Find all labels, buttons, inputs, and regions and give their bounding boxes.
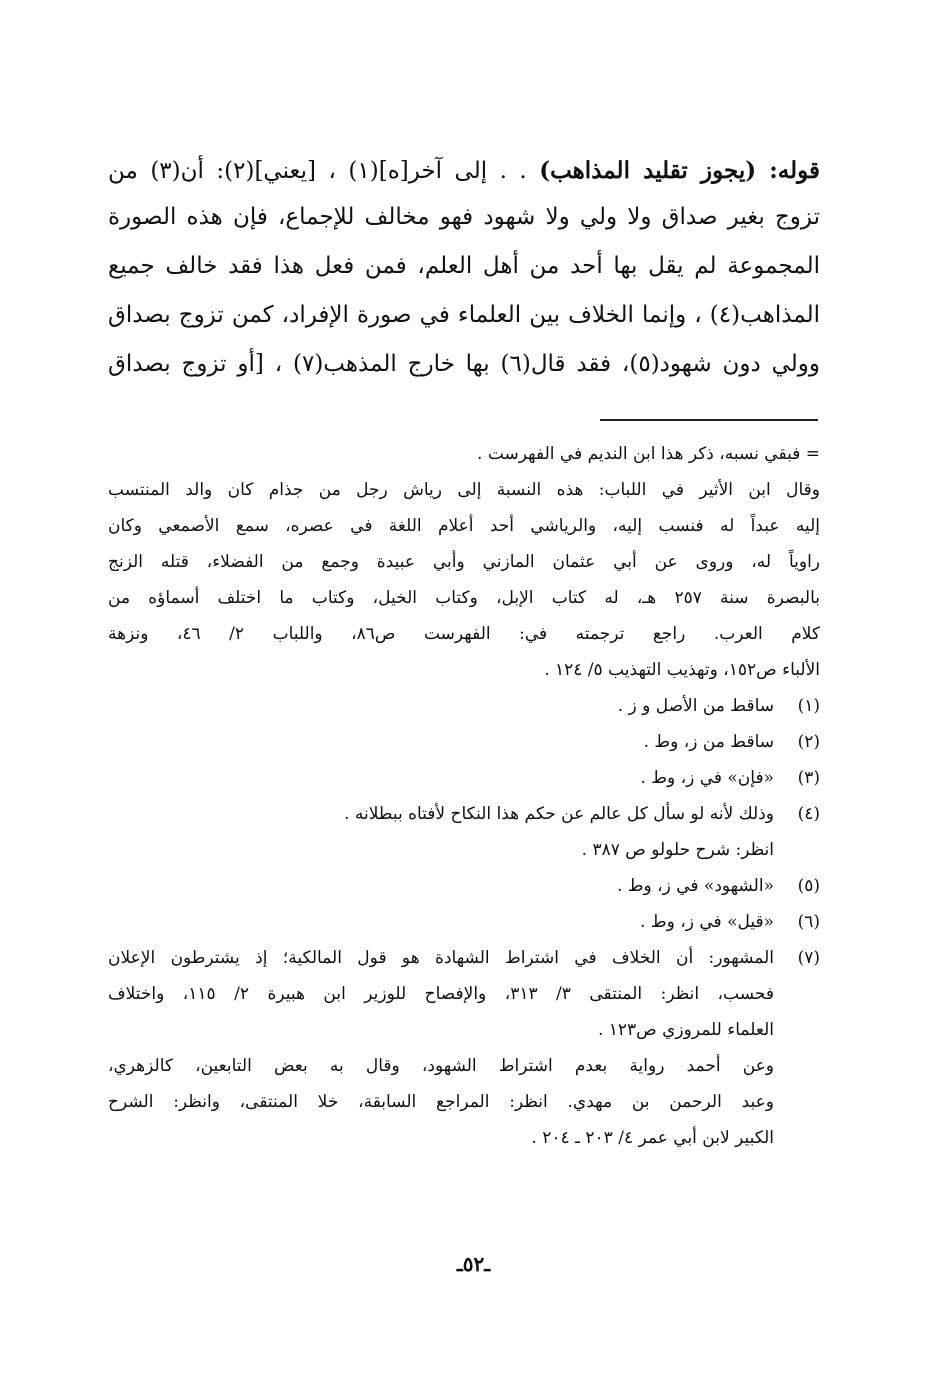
footnote-6 <box>108 904 820 940</box>
footnote-continuation-line: إليه عبداً له فنسب إليه، والرياشي أحد أعلام اللغة في عصره، سمع الأصمعي وكان <box>108 516 820 536</box>
footnote-continuation-line: كلام العرب. راجع ترجمته في: الفهرست ص٨٦، واللباب ٢/ ٤٦، ونزهة <box>108 624 820 644</box>
footnote-7-line: الكبير لابن أبي عمر ٤/ ٢٠٣ ـ ٢٠٤ . <box>531 1128 774 1148</box>
footnote-7-line: وعبد الرحمن بن مهدي. انظر: المراجع السابقة، خلا المنتقى، وانظر: الشرح <box>108 1092 774 1112</box>
footnote-7-line: العلماء للمروزي ص١٢٣ . <box>597 1020 774 1040</box>
footnote-3 <box>108 760 820 796</box>
footnote-separator <box>600 419 818 421</box>
footnote-continuation-line: وقال ابن الأثير في اللباب: هذه النسبة إلى رياش رجل من جذام كان والد المنتسب <box>108 480 820 500</box>
footnote-continuation-line: راوياً له، وروى عن أبي عثمان المازني وأبي عبيدة وجمع من الفضلاء، قتله الزنج <box>108 552 820 572</box>
main-line: المذاهب(٤) ، وإنما الخلاف بين العلماء في صورة الإفراد، كمن تزوج بصداق <box>108 302 820 328</box>
footnote-text: المشهور: أن الخلاف في اشتراط الشهادة هو قول المالكية؛ إذ يشترطون الإعلان <box>108 948 774 968</box>
footnote-number: (٤) <box>797 804 820 824</box>
footnote-number: (٢) <box>797 732 820 752</box>
footnote-number: (٦) <box>797 912 820 932</box>
footnote-continuation-line: الألباء ص١٥٢، وتهذيب التهذيب ٥/ ١٢٤ . <box>544 660 820 680</box>
footnote-2 <box>108 724 820 760</box>
footnote-text: «الشهود» في ز، وط . <box>616 876 774 896</box>
main-line: المجموعة لم يقل بها أحد من أهل العلم، فمن فعل هذا فقد خالف جميع <box>108 253 820 279</box>
footnote-number: (٥) <box>797 876 820 896</box>
footnote-continuation-line: بالبصرة سنة ٢٥٧ هـ، له كتاب الإبل، وكتاب الخيل، وكتاب ما اختلف أسماؤه من <box>108 588 820 608</box>
footnote-text: وذلك لأنه لو سأل كل عالم عن حكم هذا النكاح لأفتاه ببطلانه . <box>344 804 774 824</box>
footnote-text: «فإن» في ز، وط . <box>640 768 774 788</box>
footnote-number: (٣) <box>797 768 820 788</box>
footnote-text: ساقط من الأصل و ز . <box>617 696 774 716</box>
footnote-7-line: وعن أحمد رواية بعدم اشتراط الشهود، وقال به بعض التابعين، كالزهري، <box>108 1056 774 1076</box>
footnote-continuation-line: = فبقي نسبه، ذكر هذا ابن النديم في الفهرست . <box>477 444 820 464</box>
footnote-7-line: فحسب، انظر: المنتقى ٣/ ٣١٣، والإفصاح للوزير ابن هبيرة ٢/ ١١٥، واختلاف <box>108 984 774 1004</box>
footnote-1 <box>108 688 820 724</box>
main-line <box>108 146 820 193</box>
main-text <box>108 146 820 389</box>
page-number: ـ٥٢ـ <box>456 1252 491 1276</box>
footnote-4 <box>108 796 820 832</box>
footnote-text: «قيل» في ز، وط . <box>640 912 774 932</box>
footnote-number: (٧) <box>797 948 820 968</box>
footnote-number: (١) <box>797 696 820 716</box>
footnote-5 <box>108 868 820 904</box>
main-line-rest: . . إلى آخر[ه](١) ، [يعني](٢): أن(٣) من <box>108 158 540 184</box>
main-line-lead: قوله: (يجوز تقليد المذاهب) <box>539 157 820 184</box>
main-line: وولي دون شهود(٥)، فقد قال(٦) بها خارج المذهب(٧) ، [أو تزوج بصداق <box>108 351 820 377</box>
footnotes <box>108 436 820 1156</box>
footnote-4-line: انظر: شرح حلولو ص ٣٨٧ . <box>581 840 774 860</box>
footnote-text: ساقط من ز، وط . <box>643 732 774 752</box>
main-line: تزوج بغير صداق ولا ولي ولا شهود فهو مخالف للإجماع، فإن هذه الصورة <box>108 204 820 230</box>
footnote-7 <box>108 940 820 976</box>
